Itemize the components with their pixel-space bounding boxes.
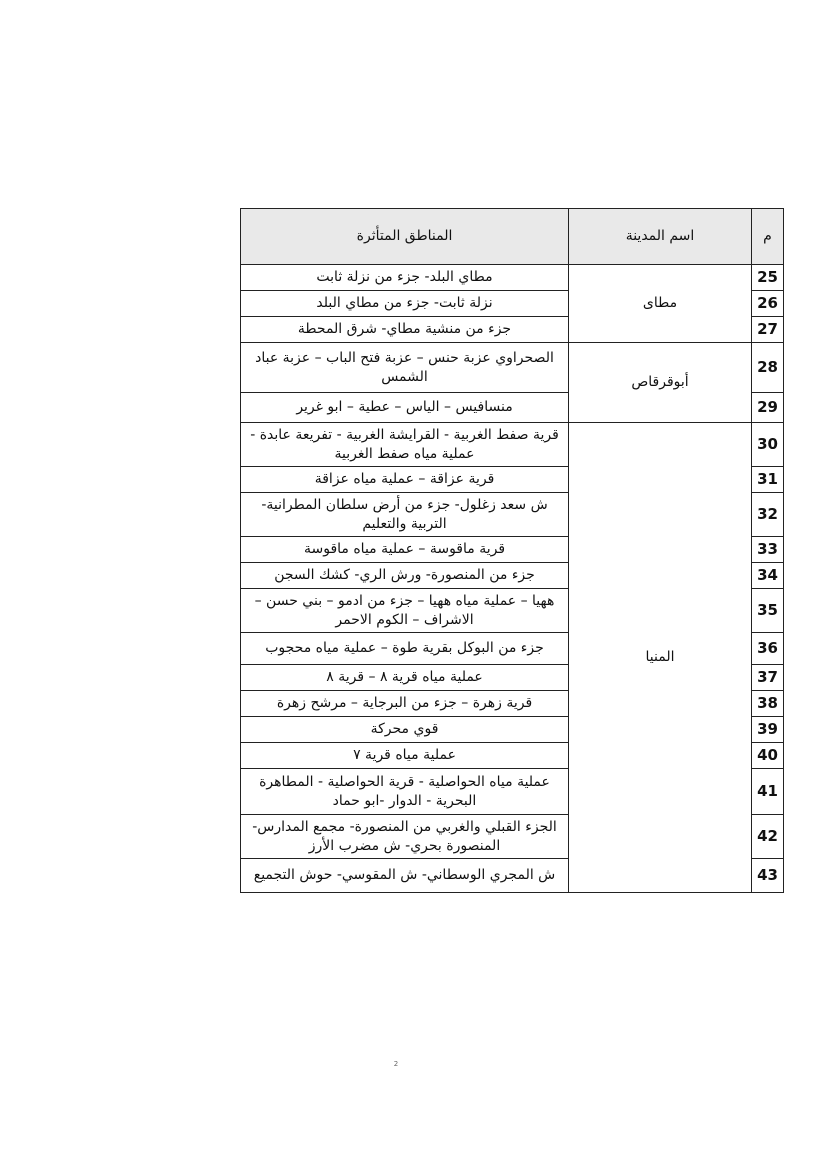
area-cell: ش المجري الوسطاني- ش المقوسي- حوش التجميع [240,858,569,893]
area-cell: قرية ماقوسة – عملية مياه ماقوسة [240,536,569,563]
header-num: م [751,208,784,265]
area-cell: جزء من البوكل بقرية طوة – عملية مياه محجوب [240,632,569,665]
area-cell: قوي محركة [240,716,569,743]
row-number: 33 [751,536,784,563]
row-number: 35 [751,588,784,633]
affected-areas-table [240,208,784,892]
area-cell: جزء من المنصورة- ورش الري- كشك السجن [240,562,569,589]
row-number: 42 [751,814,784,859]
area-cell: نزلة ثابت- جزء من مطاي البلد [240,290,569,317]
header-city: اسم المدينة [568,208,752,265]
area-cell: عملية مياه الحواصلية - قرية الحواصلية - المطاهرة البحرية - الدوار -ابو حماد [240,768,569,815]
area-cell: قرية زهرة – جزء من البرجاية – مرشح زهرة [240,690,569,717]
area-cell: الصحراوي عزبة حنس – عزبة فتح الباب – عزبة عباد الشمس [240,342,569,393]
row-number: 37 [751,664,784,691]
area-cell: قرية صفط الغربية - القرايشة الغربية - تفريعة عابدة - عملية مياه صفط الغربية [240,422,569,467]
row-number: 40 [751,742,784,769]
row-number: 34 [751,562,784,589]
row-number: 36 [751,632,784,665]
area-cell: الجزء القبلي والغربي من المنصورة- مجمع المدارس- المنصورة بحري- ش مضرب الأرز [240,814,569,859]
area-cell: منسافيس – الياس – عطية – ابو غرير [240,392,569,423]
row-number: 31 [751,466,784,493]
row-number: 41 [751,768,784,815]
row-number: 26 [751,290,784,317]
row-number: 30 [751,422,784,467]
area-cell: عملية مياه قرية ٨ – قرية ٨ [240,664,569,691]
row-number: 38 [751,690,784,717]
row-number: 43 [751,858,784,893]
city-cell: أبوقرقاص [568,342,752,423]
row-number: 27 [751,316,784,343]
row-number: 39 [751,716,784,743]
city-cell: مطاى [568,264,752,343]
area-cell: عملية مياه قرية ٧ [240,742,569,769]
page-number: 2 [393,1060,399,1068]
row-number: 28 [751,342,784,393]
area-cell: ش سعد زغلول- جزء من أرض سلطان المطرانية- التربية والتعليم [240,492,569,537]
row-number: 32 [751,492,784,537]
city-cell: المنيا [568,422,752,893]
area-cell: مطاي البلد- جزء من نزلة ثابت [240,264,569,291]
area-cell: جزء من منشية مطاي- شرق المحطة [240,316,569,343]
row-number: 29 [751,392,784,423]
area-cell: قرية عزاقة – عملية مياه عزاقة [240,466,569,493]
area-cell: ههيا – عملية مياه ههيا – جزء من ادمو – بني حسن – الاشراف – الكوم الاحمر [240,588,569,633]
header-areas: المناطق المتأثرة [240,208,569,265]
row-number: 25 [751,264,784,291]
